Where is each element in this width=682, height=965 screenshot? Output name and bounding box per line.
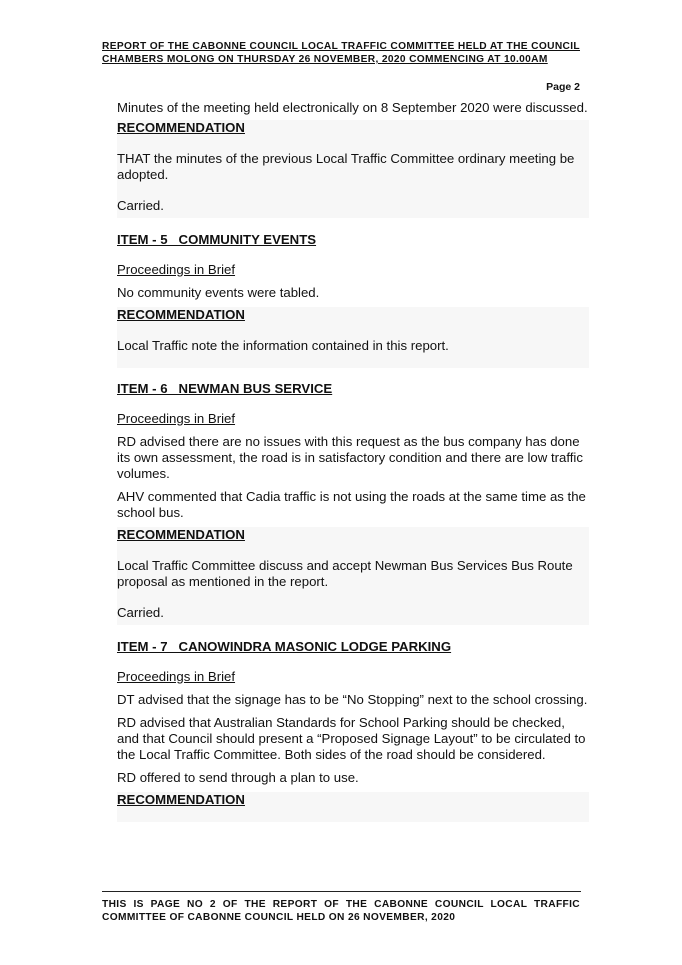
footer-divider — [102, 891, 581, 892]
item-6-recommendation-heading: RECOMMENDATION — [117, 527, 245, 542]
report-header — [102, 40, 580, 66]
item-7-recommendation-block — [117, 792, 589, 822]
minutes-recommendation-text: THAT the minutes of the previous Local Traffic Committee ordinary meeting be adopted. — [117, 151, 575, 182]
item-7-proceedings-heading: Proceedings in Brief — [117, 669, 236, 684]
item-5-recommendation-text: Local Traffic note the information contained in this report. — [117, 338, 449, 353]
item-5-recommendation-heading: RECOMMENDATION — [117, 307, 245, 322]
item-6-proceedings-heading: Proceedings in Brief — [117, 411, 236, 426]
item-5-recommendation-block — [117, 307, 589, 368]
item-6-recommendation-block — [117, 527, 589, 625]
minutes-recommendation-heading: RECOMMENDATION — [117, 120, 245, 135]
item-6-result: Carried. — [117, 605, 164, 620]
item-7-recommendation-heading: RECOMMENDATION — [117, 792, 245, 807]
document-body — [117, 100, 589, 822]
item-6-paragraph-1: RD advised there are no issues with this request as the bus company has done its own assessment, the road is in satisfactory condition and there are low traffic volumes. — [117, 434, 583, 481]
item-6-heading: ITEM - 6 NEWMAN BUS SERVICE — [117, 381, 333, 396]
item-7-heading: ITEM - 7 CANOWINDRA MASONIC LODGE PARKING — [117, 639, 452, 654]
minutes-intro: Minutes of the meeting held electronically on 8 September 2020 were discussed. — [117, 100, 588, 115]
item-5-proceedings-heading: Proceedings in Brief — [117, 262, 236, 277]
minutes-result: Carried. — [117, 198, 164, 213]
item-6-recommendation-text: Local Traffic Committee discuss and accept Newman Bus Services Bus Route proposal as mentioned in the report. — [117, 558, 573, 589]
item-5-heading: ITEM - 5 COMMUNITY EVENTS — [117, 232, 317, 247]
report-footer: THIS IS PAGE NO 2 OF THE REPORT OF THE CABONNE COUNCIL LOCAL TRAFFIC COMMITTEE OF CABONNE COUNCIL HELD ON 26 NOVEMBER, 2020 — [102, 899, 580, 923]
item-7-paragraph-3: RD offered to send through a plan to use. — [117, 770, 359, 785]
page-number: Page 2 — [546, 81, 580, 93]
item-5-paragraph: No community events were tabled. — [117, 285, 320, 300]
item-6-paragraph-2: AHV commented that Cadia traffic is not using the roads at the same time as the school bus. — [117, 489, 586, 520]
item-7-paragraph-2: RD advised that Australian Standards for School Parking should be checked, and that Council should present a “Proposed Signage Layout” to be circulated to the Local Traffic Committee. Both sides of the road should be considered. — [117, 715, 586, 762]
report-header-title: REPORT OF THE CABONNE COUNCIL LOCAL TRAFFIC COMMITTEE HELD AT THE COUNCIL CHAMBERS MOLONG ON THURSDAY 26 NOVEMBER, 2020 COMMENCING AT 10.00AM — [102, 41, 580, 65]
item-7-paragraph-1: DT advised that the signage has to be “No Stopping” next to the school crossing. — [117, 692, 588, 707]
minutes-recommendation-block — [117, 120, 589, 218]
